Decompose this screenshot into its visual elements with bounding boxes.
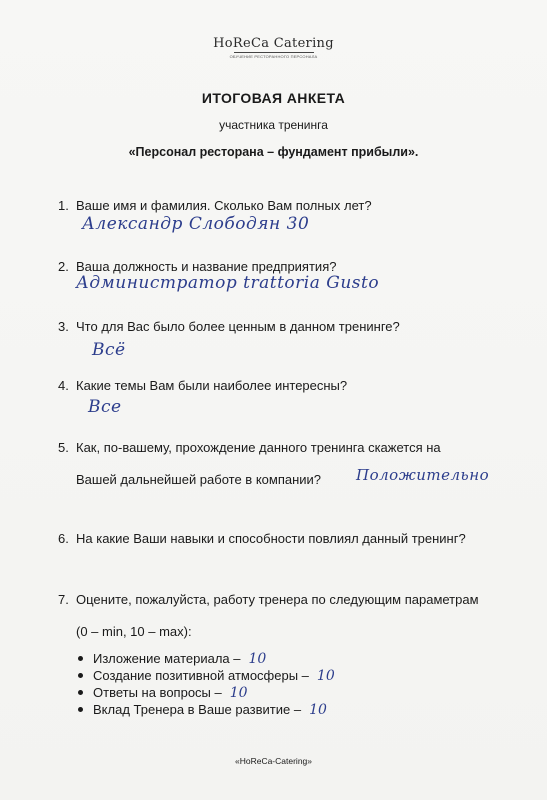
- rating-label: Ответы на вопросы –: [93, 685, 222, 700]
- bullet-icon: [78, 707, 83, 712]
- question-number: 3.: [58, 319, 69, 334]
- rating-item: [78, 650, 335, 667]
- question-text: Какие темы Вам были наиболее интересны?: [76, 378, 348, 393]
- answer-3: Всё: [92, 340, 126, 360]
- question-6: [58, 531, 466, 546]
- question-number: 5.: [58, 440, 69, 455]
- question-3: [58, 319, 400, 334]
- rating-label: Создание позитивной атмосферы –: [93, 668, 309, 683]
- page-subtitle: участника тренинга: [219, 118, 328, 132]
- page-title: ИТОГОВАЯ АНКЕТА: [201, 90, 346, 106]
- rating-item: [78, 684, 335, 701]
- question-4: [58, 378, 347, 393]
- answer-2: Администратор trattoria Gusto: [76, 273, 380, 293]
- question-number: 6.: [58, 531, 69, 546]
- rating-value: 10: [229, 684, 248, 701]
- question-number: 1.: [58, 198, 69, 213]
- question-5: [58, 440, 441, 455]
- bullet-icon: [78, 656, 83, 661]
- bullet-icon: [78, 673, 83, 678]
- logo-divider: [234, 52, 314, 53]
- rating-value: 10: [309, 701, 327, 718]
- question-2: [58, 259, 336, 274]
- bullet-icon: [78, 690, 83, 695]
- rating-list: [78, 650, 335, 718]
- answer-5: Положительно: [356, 466, 490, 484]
- footer: «HoReCa-Catering»: [234, 756, 312, 766]
- question-text: Как, по-вашему, прохождение данного тренинга скажется на: [76, 440, 441, 455]
- rating-value: 10: [248, 650, 267, 667]
- answer-1: Александр Слободян 30: [82, 214, 310, 234]
- question-5-line-2: Вашей дальнейшей работе в компании?: [76, 472, 322, 487]
- rating-label: Вклад Тренера в Ваше развитие –: [93, 702, 302, 717]
- logo-text: HoReCa Catering: [213, 36, 334, 51]
- program-name: «Персонал ресторана – фундамент прибыли».: [128, 145, 419, 159]
- question-text: Что для Вас было более ценным в данном тренинге?: [76, 319, 400, 334]
- question-text: На какие Ваши навыки и способности повлиял данный тренинг?: [76, 531, 466, 546]
- question-text: Оцените, пожалуйста, работу тренера по следующим параметрам: [76, 592, 479, 607]
- rating-item: [78, 667, 335, 684]
- question-number: 7.: [58, 592, 69, 607]
- question-number: 4.: [58, 378, 69, 393]
- rating-scale: (0 – min, 10 – max):: [76, 624, 192, 639]
- question-number: 2.: [58, 259, 69, 274]
- question-text: Ваше имя и фамилия. Сколько Вам полных лет?: [76, 198, 372, 213]
- logo-subtext: ОБУЧЕНИЕ РЕСТОРАННОГО ПЕРСОНАЛА: [229, 54, 318, 59]
- logo: [0, 36, 547, 59]
- rating-value: 10: [316, 667, 335, 684]
- question-7: [58, 592, 479, 607]
- question-text: Ваша должность и название предприятия?: [76, 259, 337, 274]
- answer-4: Все: [88, 397, 122, 417]
- rating-label: Изложение материала –: [93, 651, 241, 666]
- question-1: [58, 198, 372, 213]
- rating-item: [78, 701, 335, 718]
